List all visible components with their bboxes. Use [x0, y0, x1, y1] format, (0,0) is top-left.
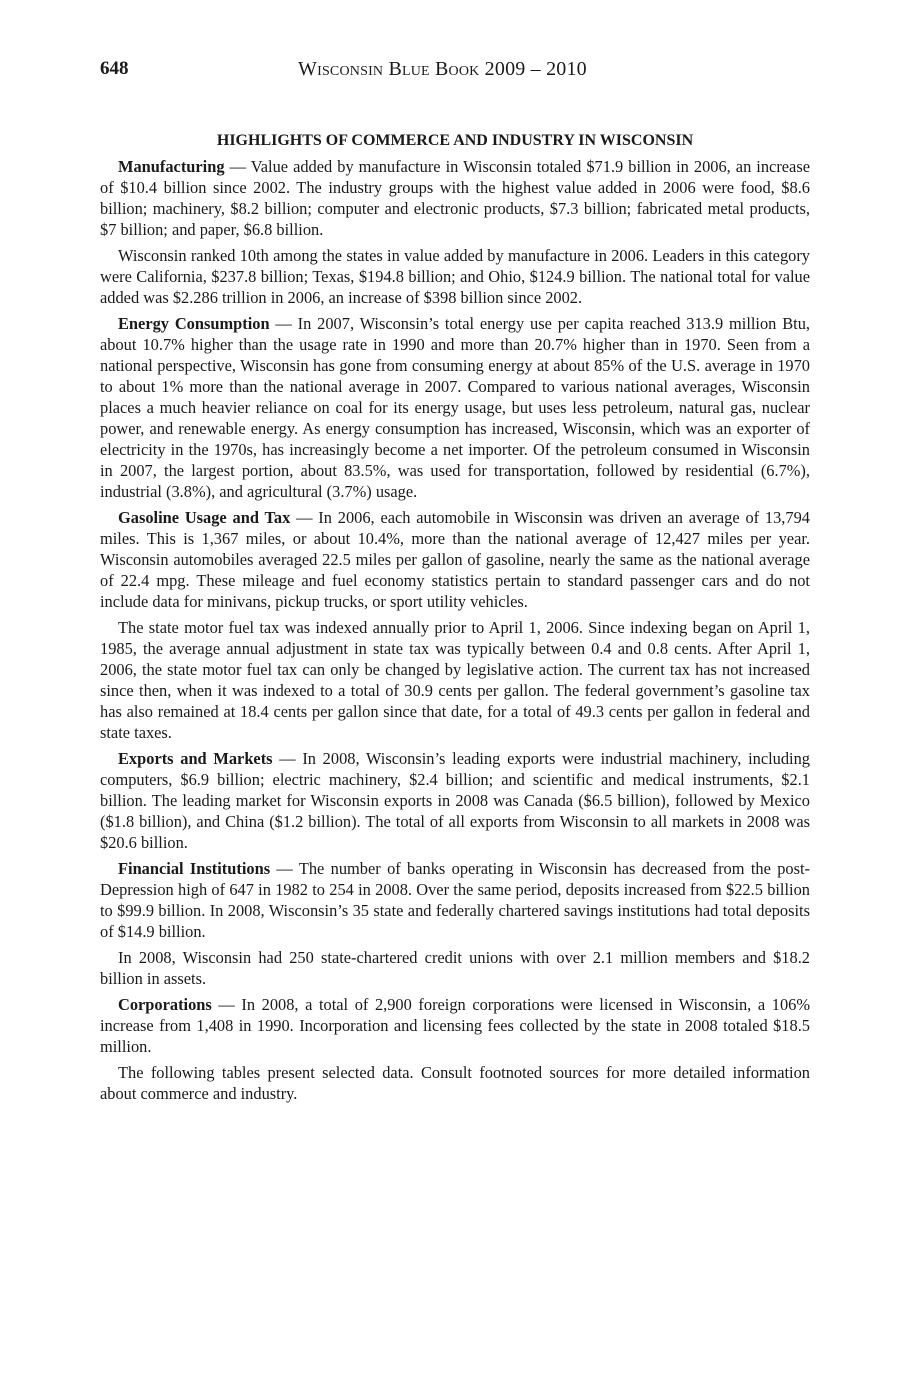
paragraph-motor-fuel-tax — [100, 617, 810, 743]
paragraph-text: The state motor fuel tax was indexed annually prior to April 1, 2006. Since indexing began on April 1, 1985, the average annual adjustment in state tax was typically between 0.4 and 0.8 cents. After April 1, 2006, the state motor fuel tax can only be changed by legislative action. The current tax has not increased since then, when it was indexed to a total of 30.9 cents per gallon. The federal government’s gasoline tax has also remained at 18.4 cents per gallon since that date, for a total of 49.3 cents per gallon in federal and state taxes. — [100, 618, 810, 742]
paragraph-manufacturing — [100, 156, 810, 240]
paragraph-text: — In 2008, a total of 2,900 foreign corporations were licensed in Wisconsin, a 106% increase from 1,408 in 1990. Incorporation and licensing fees collected by the state in 2008 totaled $18.5 million. — [100, 995, 810, 1056]
lead-corporations: Corporations — [118, 995, 212, 1014]
paragraph-financial-institutions — [100, 858, 810, 942]
paragraph-energy-consumption — [100, 313, 810, 502]
paragraph-text: — In 2006, each automobile in Wisconsin was driven an average of 13,794 miles. This is 1,367 miles, or about 10.4%, more than the national average of 12,427 miles per year. Wisconsin automobiles averaged 22.5 miles per gallon of gasoline, nearly the same as the national average of 22.4 mpg. These mileage and fuel economy statistics pertain to standard passenger cars and do not include data for minivans, pickup trucks, or sport utility vehicles. — [100, 508, 810, 611]
paragraph-text: — The number of banks operating in Wisconsin has decreased from the post-Depression high of 647 in 1982 to 254 in 2008. Over the same period, deposits increased from $22.5 billion to $99.9 billion. In 2008, Wisconsin’s 35 state and federally chartered savings institutions had total deposits of $14.9 billion. — [100, 859, 810, 941]
paragraph-credit-unions — [100, 947, 810, 989]
page-content — [100, 130, 810, 1109]
paragraph-text: — In 2007, Wisconsin’s total energy use per capita reached 313.9 million Btu, about 10.7% higher than the usage rate in 1990 and more than 20.7% higher than in 1970. Seen from a national perspective, Wisconsin has gone from consuming energy at about 85% of the U.S. average in 1970 to about 1% more than the national average in 2007. Compared to various national averages, Wisconsin places a much heavier reliance on coal for its energy usage, but uses less petroleum, natural gas, nuclear power, and renewable energy. As energy consumption has increased, Wisconsin, which was an exporter of electricity in the 1970s, has increasingly become a net importer. Of the petroleum consumed in Wisconsin in 2007, the largest portion, about 83.5%, was used for transportation, followed by residential (6.7%), industrial (3.8%), and agricultural (3.7%) usage. — [100, 314, 810, 501]
lead-exports-and-markets: Exports and Markets — [118, 749, 273, 768]
paragraph-tables-note — [100, 1062, 810, 1104]
paragraph-text: Wisconsin ranked 10th among the states in value added by manufacture in 2006. Leaders in this category were California, $237.8 billion; Texas, $194.8 billion; and Ohio, $124.9 billion. The national total for value added was $2.286 trillion in 2006, an increase of $398 billion since 2002. — [100, 246, 810, 307]
page-number: 648 — [100, 58, 129, 79]
section-title: HIGHLIGHTS OF COMMERCE AND INDUSTRY IN WISCONSIN — [216, 132, 694, 149]
running-head — [100, 56, 810, 82]
lead-energy-consumption: Energy Consumption — [118, 314, 270, 333]
paragraph-exports-and-markets — [100, 748, 810, 853]
paragraph-text: In 2008, Wisconsin had 250 state-chartered credit unions with over 2.1 million members and $18.2 billion in assets. — [100, 948, 810, 988]
lead-gasoline-usage-and-tax: Gasoline Usage and Tax — [118, 508, 291, 527]
paragraph-text: — In 2008, Wisconsin’s leading exports were industrial machinery, including computers, $6.9 billion; electric machinery, $2.4 billion; and scientific and medical instruments, $2.1 billion. The leading market for Wisconsin exports in 2008 was Canada ($6.5 billion), followed by Mexico ($1.8 billion), and China ($1.2 billion). The total of all exports from Wisconsin to all markets in 2008 was $20.6 billion. — [100, 749, 810, 852]
lead-manufacturing: Manufacturing — [118, 157, 225, 176]
paragraph-text: — Value added by manufacture in Wisconsin totaled $71.9 billion in 2006, an increase of $10.4 billion since 2002. The industry groups with the highest value added in 2006 were food, $8.6 billion; machinery, $8.2 billion; computer and electronic products, $7.3 billion; fabricated metal products, $7 billion; and paper, $6.8 billion. — [100, 157, 810, 239]
book-title: Wisconsin Blue Book 2009 – 2010 — [298, 58, 587, 80]
paragraph-gasoline-usage — [100, 507, 810, 612]
paragraph-text: The following tables present selected data. Consult footnoted sources for more detailed information about commerce and industry. — [100, 1063, 810, 1103]
paragraph-corporations — [100, 994, 810, 1057]
paragraph-manufacturing-ranking — [100, 245, 810, 308]
lead-financial-institutions: Financial Institutions — [118, 859, 271, 878]
